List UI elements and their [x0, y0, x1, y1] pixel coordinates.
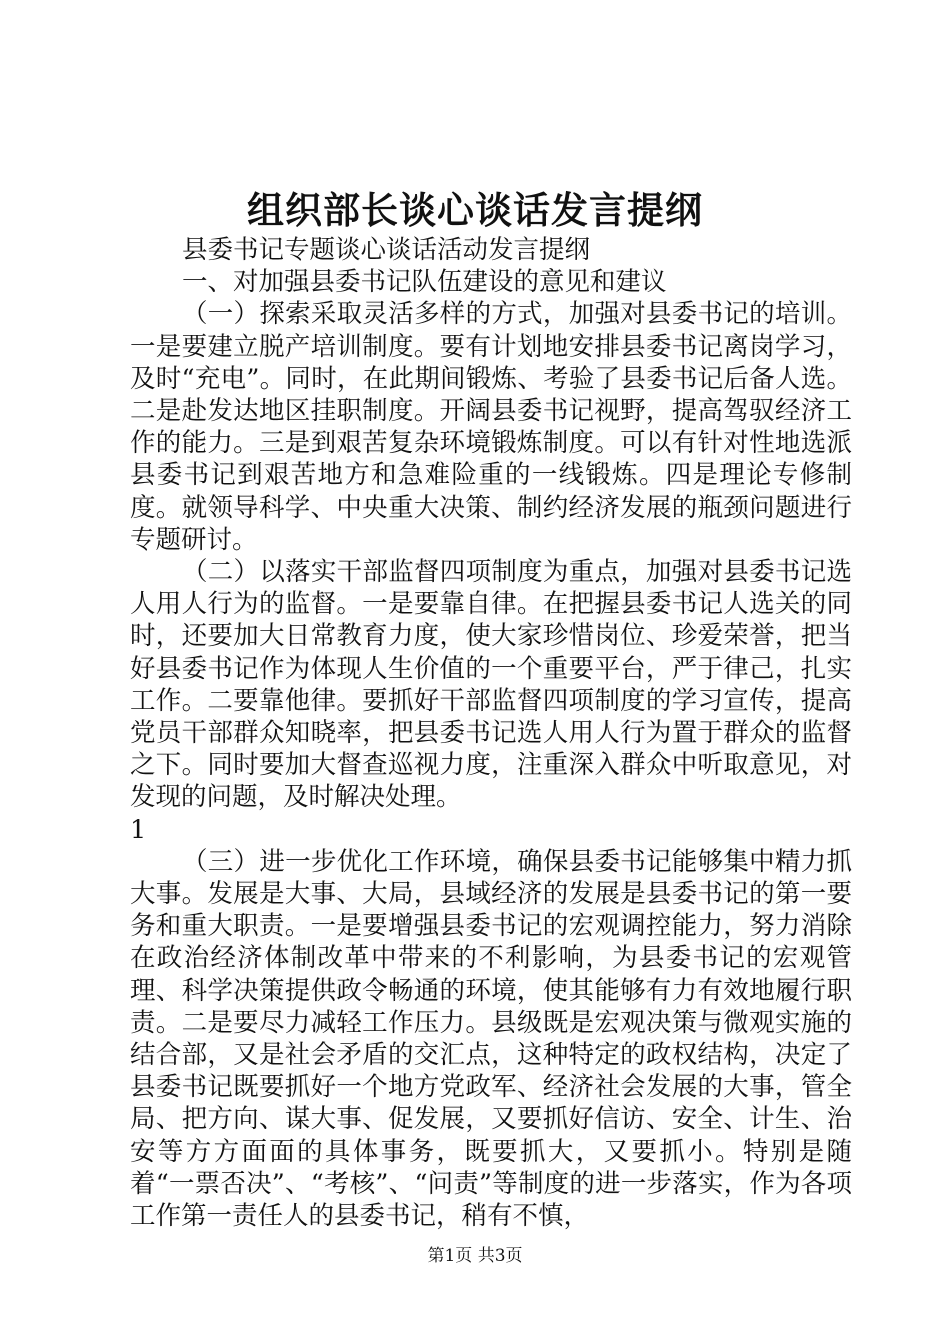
- page-footer: 第1页 共3页: [427, 1246, 523, 1266]
- document-body: [130, 234, 852, 1232]
- paragraph-1: （一）探索采取灵活多样的方式，加强对县委书记的培训。一是要建立脱产培训制度。要有计划地安排县委书记离岗学习，及时“充电”。同时，在此期间锻炼、考验了县委书记后备人选。二是赴发达地区挂职制度。开阔县委书记视野，提高驾驭经济工作的能力。三是到艰苦复杂环境锻炼制度。可以有针对性地选派县委书记到艰苦地方和急难险重的一线锻炼。四是理论专修制度。就领导科学、中央重大决策、制约经济发展的瓶颈问题进行专题研讨。: [130, 299, 852, 555]
- paragraph-2: （二）以落实干部监督四项制度为重点，加强对县委书记选人用人行为的监督。一是要靠自律。在把握县委书记人选关的同时，还要加大日常教育力度，使大家珍惜岗位、珍爱荣誉，把当好县委书记作为体现人生价值的一个重要平台，严于律己，扎实工作。二要靠他律。要抓好干部监督四项制度的学习宣传，提高党员干部群众知晓率，把县委书记选人用人行为置于群众的监督之下。同时要加大督查巡视力度，注重深入群众中听取意见，对发现的问题，及时解决处理。: [130, 557, 852, 813]
- inline-page-number: 1: [130, 814, 147, 845]
- section-heading: 一、对加强县委书记队伍建设的意见和建议: [182, 267, 667, 298]
- document-title: 组织部长谈心谈话发言提纲: [247, 188, 703, 232]
- paragraph-3: （三）进一步优化工作环境，确保县委书记能够集中精力抓大事。发展是大事、大局，县域经济的发展是县委书记的第一要务和重大职责。一是要增强县委书记的宏观调控能力，努力消除在政治经济体制改革中带来的不利影响，为县委书记的宏观管理、科学决策提供政令畅通的环境，使其能够有力有效地履行职责。二是要尽力减轻工作压力。县级既是宏观决策与微观实施的结合部，又是社会矛盾的交汇点，这种特定的政权结构，决定了县委书记既要抓好一个地方党政军、经济社会发展的大事，管全局、把方向、谋大事、促发展，又要抓好信访、安全、计生、治安等方方面面的具体事务，既要抓大，又要抓小。特别是随着“一票否决”、“考核”、“问责”等制度的进一步落实，作为各项工作第一责任人的县委书记，稍有不慎，: [130, 846, 852, 1232]
- subtitle-line: 县委书记专题谈心谈话活动发言提纲: [182, 235, 591, 265]
